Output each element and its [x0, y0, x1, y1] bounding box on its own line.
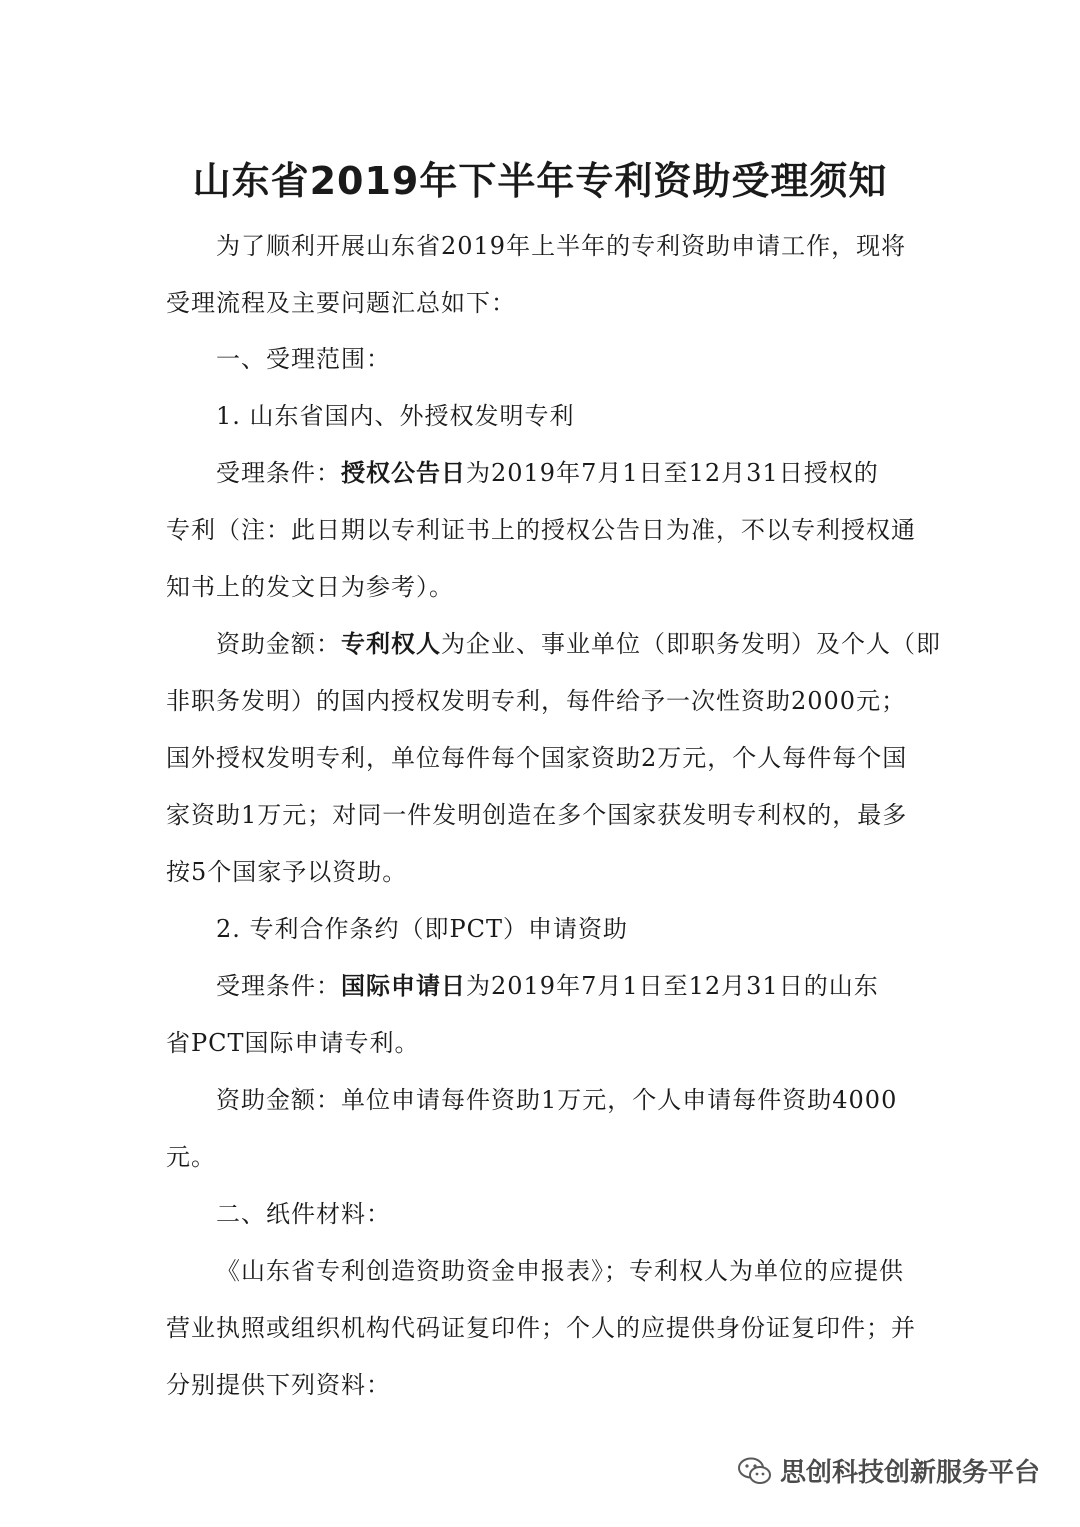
- wechat-icon: [738, 1456, 772, 1486]
- paragraph-line: [166, 571, 916, 603]
- paragraph-line: [166, 1141, 916, 1173]
- section-heading: [166, 343, 916, 375]
- line-text: 分别提供下列资料：: [166, 1371, 391, 1399]
- paragraph-line: [166, 628, 941, 660]
- subsection-heading: [166, 400, 916, 432]
- paragraph-line: [166, 287, 916, 319]
- line-text: 《山东省专利创造资助资金申报表》；专利权人为单位的应提供: [216, 1257, 904, 1285]
- line-text: 为了顺利开展山东省2019年上半年的专利资助申请工作，现将: [216, 232, 907, 260]
- page-title: 山东省2019年下半年专利资助受理须知: [192, 159, 888, 203]
- line-text: 元。: [166, 1143, 216, 1171]
- line-text: 2. 专利合作条约（即PCT）申请资助: [216, 915, 629, 943]
- paragraph-line: [166, 457, 916, 489]
- bold-term: 国际申请日: [341, 972, 466, 1000]
- line-text: 非职务发明）的国内授权发明专利，每件给予一次性资助2000元；: [166, 687, 907, 715]
- paragraph-line: [166, 685, 916, 717]
- line-text: 资助金额：: [216, 630, 341, 658]
- paragraph-line: [166, 742, 916, 774]
- paragraph-line: [166, 1255, 916, 1287]
- line-text: 1. 山东省国内、外授权发明专利: [216, 402, 575, 430]
- line-text: 受理条件：: [216, 459, 341, 487]
- subsection-heading: [166, 913, 916, 945]
- line-text: 为企业、事业单位（即职务发明）及个人（即: [441, 630, 941, 658]
- bold-term: 专利权人: [341, 630, 441, 658]
- line-text: 专利（注：此日期以专利证书上的授权公告日为准，不以专利授权通: [166, 516, 916, 544]
- paragraph-line: [166, 970, 916, 1002]
- paragraph-line: [166, 1312, 916, 1344]
- line-text: 受理流程及主要问题汇总如下：: [166, 289, 516, 317]
- watermark: [738, 1452, 1040, 1489]
- line-text: 按5个国家予以资助。: [166, 858, 408, 886]
- bold-term: 授权公告日: [341, 459, 466, 487]
- line-text: 省PCT国际申请专利。: [166, 1029, 420, 1057]
- line-text: 知书上的发文日为参考）。: [166, 573, 454, 601]
- line-text: 二、纸件材料：: [216, 1200, 391, 1228]
- line-text: 国外授权发明专利，单位每件每个国家资助2万元，个人每件每个国: [166, 744, 908, 772]
- line-text: 受理条件：: [216, 972, 341, 1000]
- paragraph-line: [166, 856, 916, 888]
- section-heading: [166, 1198, 916, 1230]
- paragraph-line: [166, 799, 916, 831]
- paragraph-line: [166, 1027, 916, 1059]
- paragraph-line: [166, 514, 916, 546]
- paragraph-line: [166, 1369, 916, 1401]
- watermark-text: 思创科技创新服务平台: [779, 1458, 1040, 1488]
- paragraph-line: [166, 1084, 916, 1116]
- line-text: 为2019年7月1日至12月31日授权的: [466, 459, 879, 487]
- paragraph-line: [166, 230, 916, 262]
- line-text: 家资助1万元；对同一件发明创造在多个国家获发明专利权的，最多: [166, 801, 908, 829]
- line-text: 一、受理范围：: [216, 345, 391, 373]
- line-text: 资助金额：单位申请每件资助1万元，个人申请每件资助4000: [216, 1086, 898, 1114]
- line-text: 为2019年7月1日至12月31日的山东: [466, 972, 879, 1000]
- line-text: 营业执照或组织机构代码证复印件；个人的应提供身份证复印件；并: [166, 1314, 916, 1342]
